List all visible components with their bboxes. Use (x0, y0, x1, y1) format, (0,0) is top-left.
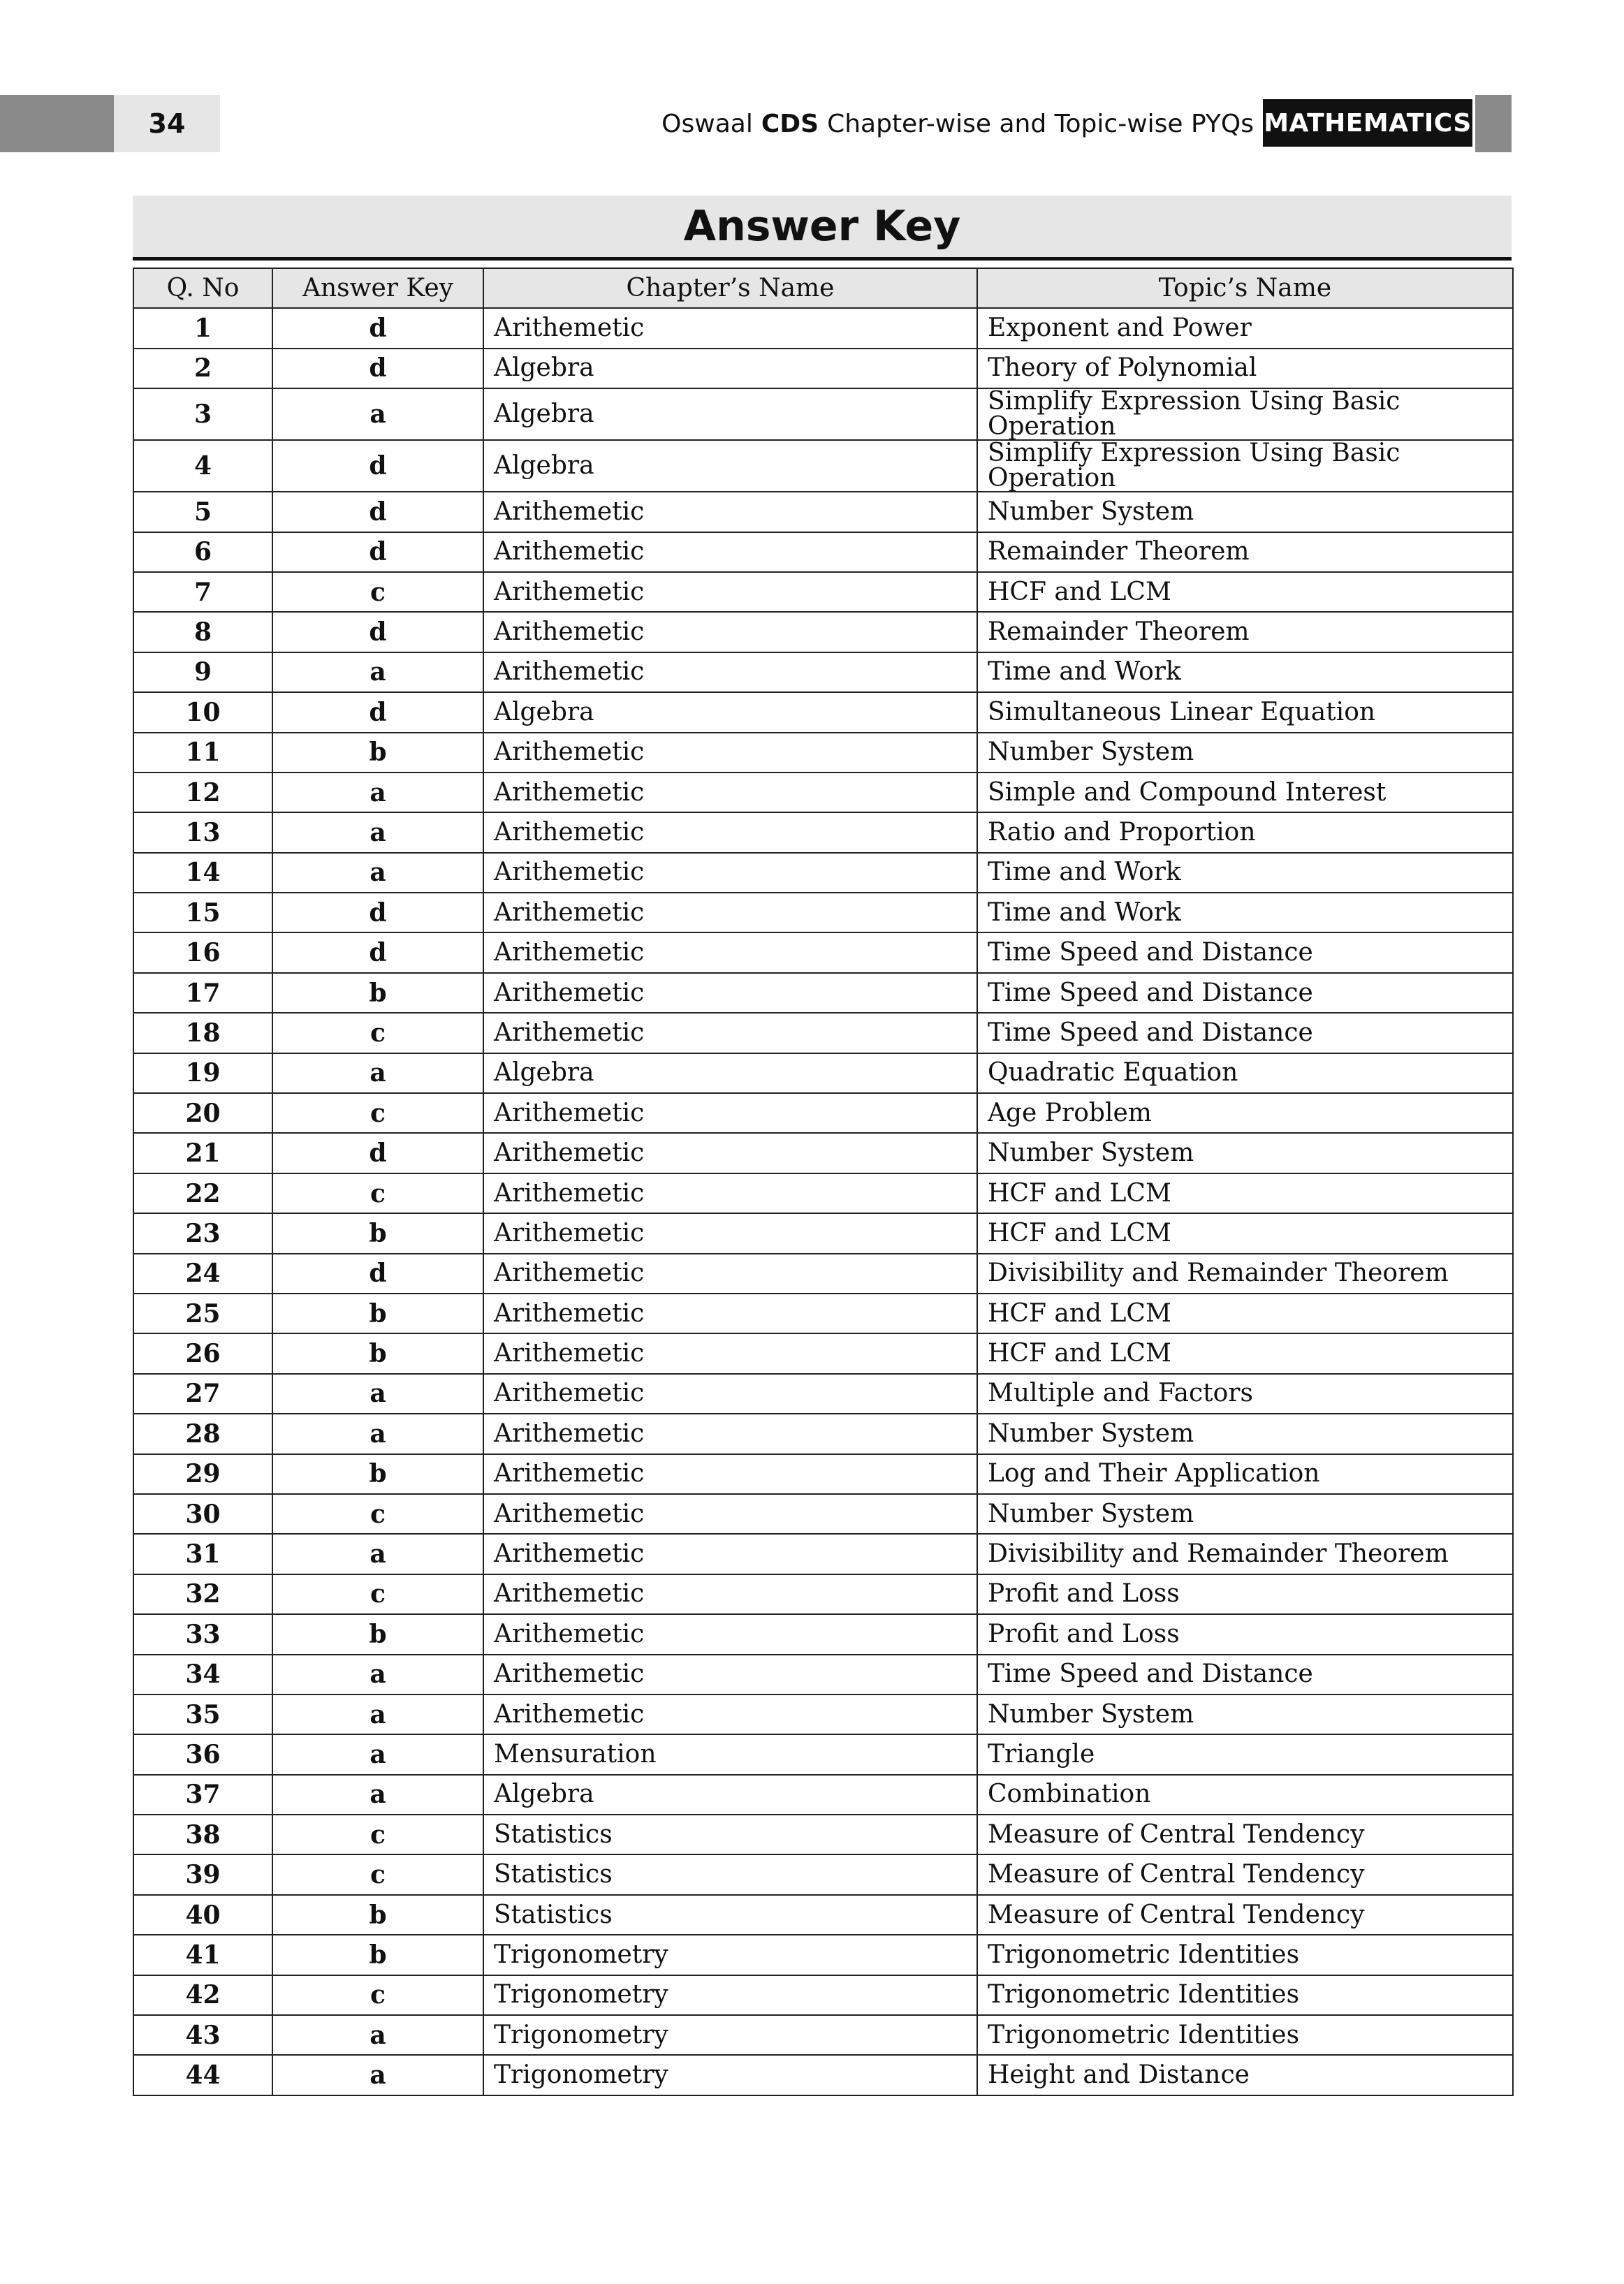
answer-key: c (272, 1815, 483, 1854)
chapter-name: Trigonometry (483, 1935, 977, 1975)
answer-key: c (272, 1854, 483, 1894)
table-row (133, 1213, 1513, 1253)
question-number: 5 (133, 492, 272, 532)
table-row (133, 1694, 1513, 1734)
chapter-name: Arithemetic (483, 1414, 977, 1454)
topic-name: Measure of Central Tendency (977, 1854, 1513, 1894)
question-number: 11 (133, 733, 272, 773)
question-number: 32 (133, 1574, 272, 1614)
chapter-name: Algebra (483, 349, 977, 388)
book-title: Chapter-wise and Topic-wise PYQs (827, 109, 1254, 138)
answer-key: a (272, 1734, 483, 1774)
topic-name: Divisibility and Remainder Theorem (977, 1254, 1513, 1294)
topic-name: Number System (977, 492, 1513, 532)
topic-name: Divisibility and Remainder Theorem (977, 1534, 1513, 1574)
topic-name: Simultaneous Linear Equation (977, 692, 1513, 732)
answer-key: a (272, 1694, 483, 1734)
chapter-name: Arithemetic (483, 652, 977, 692)
exam-name: CDS (761, 109, 819, 138)
question-number: 4 (133, 440, 272, 492)
answer-key: d (272, 1254, 483, 1294)
table-header-row (133, 268, 1513, 308)
topic-name: Number System (977, 733, 1513, 773)
question-number: 29 (133, 1454, 272, 1494)
table-row (133, 1013, 1513, 1053)
topic-name: Profit and Loss (977, 1614, 1513, 1654)
answer-key: b (272, 1454, 483, 1494)
question-number: 17 (133, 973, 272, 1013)
table-row (133, 812, 1513, 852)
column-header-qno: Q. No (133, 268, 272, 308)
question-number: 28 (133, 1414, 272, 1454)
topic-name: Time and Work (977, 893, 1513, 932)
topic-name: Number System (977, 1494, 1513, 1534)
chapter-name: Arithemetic (483, 1093, 977, 1133)
column-header-answer: Answer Key (272, 268, 483, 308)
table-row (133, 1414, 1513, 1454)
question-number: 7 (133, 572, 272, 612)
answer-key: a (272, 1534, 483, 1574)
table-row (133, 1734, 1513, 1774)
topic-name: Combination (977, 1775, 1513, 1815)
table-row (133, 893, 1513, 932)
chapter-name: Arithemetic (483, 1655, 977, 1694)
topic-name: Quadratic Equation (977, 1053, 1513, 1093)
table-row (133, 308, 1513, 348)
question-number: 36 (133, 1734, 272, 1774)
publisher-name: Oswaal (661, 109, 753, 138)
table-row (133, 733, 1513, 773)
answer-key: a (272, 1655, 483, 1694)
question-number: 23 (133, 1213, 272, 1253)
chapter-name: Arithemetic (483, 1534, 977, 1574)
table-row (133, 853, 1513, 893)
table-row (133, 349, 1513, 388)
topic-name: Multiple and Factors (977, 1374, 1513, 1414)
answer-key: b (272, 1614, 483, 1654)
table-row (133, 1895, 1513, 1935)
chapter-name: Algebra (483, 440, 977, 492)
header-left-bar (0, 95, 114, 152)
table-row (133, 932, 1513, 972)
question-number: 16 (133, 932, 272, 972)
page-number: 34 (114, 95, 220, 152)
table-row (133, 1655, 1513, 1694)
question-number: 15 (133, 893, 272, 932)
table-row (133, 2015, 1513, 2055)
chapter-name: Arithemetic (483, 893, 977, 932)
chapter-name: Arithemetic (483, 773, 977, 812)
topic-name: HCF and LCM (977, 1173, 1513, 1213)
chapter-name: Arithemetic (483, 1454, 977, 1494)
chapter-name: Arithemetic (483, 733, 977, 773)
answer-key: d (272, 532, 483, 572)
answer-key: a (272, 2015, 483, 2055)
question-number: 43 (133, 2015, 272, 2055)
table-row (133, 652, 1513, 692)
chapter-name: Arithemetic (483, 1294, 977, 1333)
answer-key: a (272, 652, 483, 692)
chapter-name: Algebra (483, 388, 977, 440)
topic-name: Exponent and Power (977, 308, 1513, 348)
topic-name: HCF and LCM (977, 1294, 1513, 1333)
question-number: 2 (133, 349, 272, 388)
answer-key: a (272, 2055, 483, 2095)
topic-name: HCF and LCM (977, 572, 1513, 612)
answer-key: a (272, 1374, 483, 1414)
topic-name: Profit and Loss (977, 1574, 1513, 1614)
table-row (133, 1975, 1513, 2015)
topic-name: Time and Work (977, 652, 1513, 692)
answer-key: c (272, 1574, 483, 1614)
table-row (133, 1614, 1513, 1654)
chapter-name: Arithemetic (483, 1173, 977, 1213)
answer-key: c (272, 1173, 483, 1213)
answer-key: d (272, 692, 483, 732)
answer-key: d (272, 612, 483, 652)
question-number: 3 (133, 388, 272, 440)
chapter-name: Arithemetic (483, 612, 977, 652)
table-row (133, 1133, 1513, 1173)
chapter-name: Arithemetic (483, 1213, 977, 1253)
answer-key: d (272, 440, 483, 492)
table-row (133, 692, 1513, 732)
question-number: 37 (133, 1775, 272, 1815)
table-row (133, 1494, 1513, 1534)
table-row (133, 1775, 1513, 1815)
table-row (133, 1053, 1513, 1093)
topic-name: Height and Distance (977, 2055, 1513, 2095)
answer-key: c (272, 1093, 483, 1133)
question-number: 21 (133, 1133, 272, 1173)
table-row (133, 1294, 1513, 1333)
chapter-name: Arithemetic (483, 1614, 977, 1654)
question-number: 35 (133, 1694, 272, 1734)
chapter-name: Arithemetic (483, 812, 977, 852)
topic-name: Simplify Expression Using Basic Operation (977, 440, 1513, 492)
chapter-name: Algebra (483, 1775, 977, 1815)
answer-key: d (272, 349, 483, 388)
topic-name: Time Speed and Distance (977, 1013, 1513, 1053)
chapter-name: Arithemetic (483, 1494, 977, 1534)
answer-key: a (272, 1775, 483, 1815)
column-header-topic: Topic’s Name (977, 268, 1513, 308)
answer-key: d (272, 893, 483, 932)
header-right-bar (1475, 95, 1512, 152)
table-row (133, 1815, 1513, 1854)
topic-name: Remainder Theorem (977, 532, 1513, 572)
chapter-name: Arithemetic (483, 308, 977, 348)
chapter-name: Arithemetic (483, 1013, 977, 1053)
answer-key: c (272, 1494, 483, 1534)
topic-name: Time and Work (977, 853, 1513, 893)
table-row (133, 612, 1513, 652)
question-number: 34 (133, 1655, 272, 1694)
table-row (133, 1454, 1513, 1494)
chapter-name: Arithemetic (483, 932, 977, 972)
question-number: 12 (133, 773, 272, 812)
question-number: 19 (133, 1053, 272, 1093)
chapter-name: Arithemetic (483, 1333, 977, 1373)
chapter-name: Statistics (483, 1895, 977, 1935)
topic-name: Theory of Polynomial (977, 349, 1513, 388)
answer-key: c (272, 1975, 483, 2015)
topic-name: Time Speed and Distance (977, 1655, 1513, 1694)
answer-key: d (272, 932, 483, 972)
table-row (133, 492, 1513, 532)
chapter-name: Algebra (483, 1053, 977, 1093)
chapter-name: Arithemetic (483, 1374, 977, 1414)
answer-key: a (272, 853, 483, 893)
topic-name: Remainder Theorem (977, 612, 1513, 652)
question-number: 9 (133, 652, 272, 692)
table-row (133, 2055, 1513, 2095)
question-number: 38 (133, 1815, 272, 1854)
answer-key: a (272, 388, 483, 440)
answer-key: a (272, 1053, 483, 1093)
chapter-name: Arithemetic (483, 853, 977, 893)
section-title: Answer Key (133, 196, 1512, 261)
chapter-name: Statistics (483, 1815, 977, 1854)
question-number: 13 (133, 812, 272, 852)
question-number: 22 (133, 1173, 272, 1213)
question-number: 24 (133, 1254, 272, 1294)
chapter-name: Mensuration (483, 1734, 977, 1774)
chapter-name: Arithemetic (483, 492, 977, 532)
topic-name: Trigonometric Identities (977, 2015, 1513, 2055)
topic-name: HCF and LCM (977, 1213, 1513, 1253)
question-number: 1 (133, 308, 272, 348)
topic-name: Log and Their Application (977, 1454, 1513, 1494)
topic-name: Simplify Expression Using Basic Operation (977, 388, 1513, 440)
chapter-name: Arithemetic (483, 1254, 977, 1294)
table-row (133, 1574, 1513, 1614)
chapter-name: Arithemetic (483, 1694, 977, 1734)
topic-name: Trigonometric Identities (977, 1975, 1513, 2015)
answer-key: a (272, 773, 483, 812)
question-number: 25 (133, 1294, 272, 1333)
chapter-name: Trigonometry (483, 2055, 977, 2095)
table-row (133, 973, 1513, 1013)
table-row (133, 1254, 1513, 1294)
question-number: 18 (133, 1013, 272, 1053)
answer-key: a (272, 1414, 483, 1454)
table-row (133, 1374, 1513, 1414)
topic-name: Number System (977, 1414, 1513, 1454)
question-number: 39 (133, 1854, 272, 1894)
question-number: 30 (133, 1494, 272, 1534)
answer-key: b (272, 1935, 483, 1975)
question-number: 14 (133, 853, 272, 893)
answer-key-table (133, 268, 1514, 2096)
table-row (133, 1173, 1513, 1213)
table-row (133, 1534, 1513, 1574)
question-number: 10 (133, 692, 272, 732)
question-number: 26 (133, 1333, 272, 1373)
topic-name: Age Problem (977, 1093, 1513, 1133)
chapter-name: Statistics (483, 1854, 977, 1894)
table-row (133, 532, 1513, 572)
chapter-name: Trigonometry (483, 2015, 977, 2055)
topic-name: Number System (977, 1694, 1513, 1734)
topic-name: Triangle (977, 1734, 1513, 1774)
table-row (133, 1333, 1513, 1373)
table-row (133, 1093, 1513, 1133)
topic-name: Simple and Compound Interest (977, 773, 1513, 812)
answer-key: d (272, 492, 483, 532)
question-number: 20 (133, 1093, 272, 1133)
chapter-name: Algebra (483, 692, 977, 732)
question-number: 27 (133, 1374, 272, 1414)
topic-name: HCF and LCM (977, 1333, 1513, 1373)
answer-key: d (272, 1133, 483, 1173)
table-row (133, 572, 1513, 612)
chapter-name: Trigonometry (483, 1975, 977, 2015)
topic-name: Trigonometric Identities (977, 1935, 1513, 1975)
answer-key: b (272, 973, 483, 1013)
answer-key: a (272, 812, 483, 852)
chapter-name: Arithemetic (483, 973, 977, 1013)
question-number: 31 (133, 1534, 272, 1574)
question-number: 42 (133, 1975, 272, 2015)
answer-key: b (272, 1213, 483, 1253)
topic-name: Time Speed and Distance (977, 973, 1513, 1013)
running-title (661, 95, 1254, 152)
chapter-name: Arithemetic (483, 1574, 977, 1614)
topic-name: Time Speed and Distance (977, 932, 1513, 972)
table-row (133, 1935, 1513, 1975)
question-number: 41 (133, 1935, 272, 1975)
answer-key: b (272, 733, 483, 773)
chapter-name: Arithemetic (483, 1133, 977, 1173)
topic-name: Measure of Central Tendency (977, 1815, 1513, 1854)
table-row (133, 1854, 1513, 1894)
table-row (133, 388, 1513, 440)
question-number: 8 (133, 612, 272, 652)
table-row (133, 773, 1513, 812)
table-row (133, 440, 1513, 492)
answer-key: c (272, 1013, 483, 1053)
answer-key: b (272, 1333, 483, 1373)
question-number: 6 (133, 532, 272, 572)
answer-key: b (272, 1895, 483, 1935)
answer-key: d (272, 308, 483, 348)
answer-key: b (272, 1294, 483, 1333)
column-header-chapter: Chapter’s Name (483, 268, 977, 308)
question-number: 33 (133, 1614, 272, 1654)
subject-badge: MATHEMATICS (1263, 99, 1472, 147)
question-number: 40 (133, 1895, 272, 1935)
topic-name: Measure of Central Tendency (977, 1895, 1513, 1935)
question-number: 44 (133, 2055, 272, 2095)
table-body (133, 308, 1513, 2095)
topic-name: Ratio and Proportion (977, 812, 1513, 852)
answer-key: c (272, 572, 483, 612)
topic-name: Number System (977, 1133, 1513, 1173)
chapter-name: Arithemetic (483, 532, 977, 572)
chapter-name: Arithemetic (483, 572, 977, 612)
